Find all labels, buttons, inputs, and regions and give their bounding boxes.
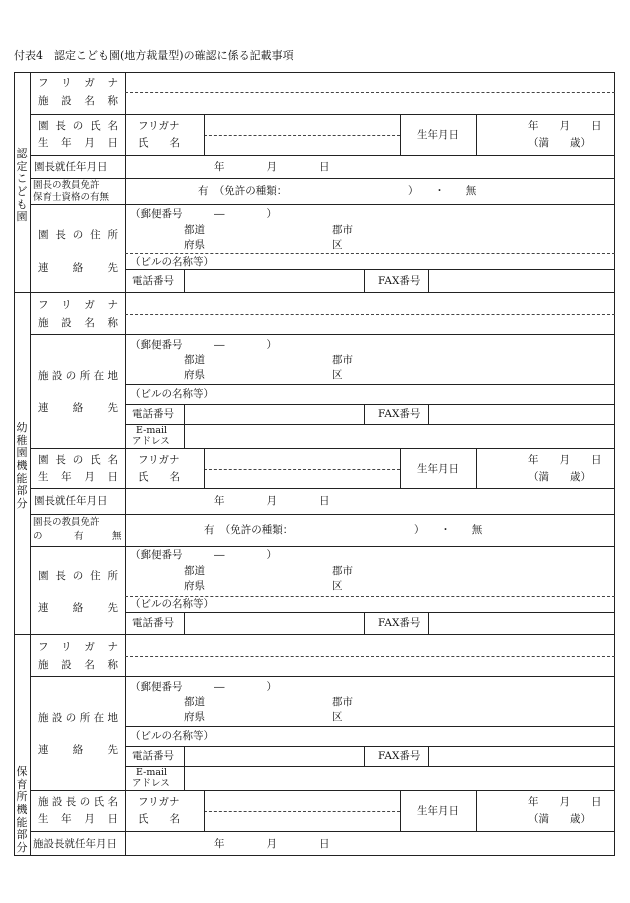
cell-divider [428, 269, 429, 292]
row-line [125, 612, 615, 613]
todofuken-2: 府県 [184, 711, 205, 723]
label-fax: FAX番号 [378, 275, 421, 287]
birth-date-value: 年 月 日 [528, 796, 602, 808]
dashed-line [125, 596, 615, 597]
building-name: （ビルの名称等） [130, 730, 214, 742]
label-shimei: 氏 名 [138, 137, 180, 149]
cell-divider [428, 612, 429, 634]
label-menkyo-1: 園長の教員免許 [33, 180, 100, 191]
label-menkyo-alt-2a: の [33, 531, 43, 542]
shunin-date-value: 年 月 日 [214, 161, 330, 173]
label-tel: 電話番号 [132, 408, 174, 420]
todofuken-1: 都道 [184, 224, 205, 236]
cell-divider [364, 746, 365, 766]
cell-divider [364, 269, 365, 292]
row-line [30, 204, 615, 205]
dashed-line [125, 92, 615, 93]
age-value: （満 歳） [528, 137, 591, 149]
section-label-yochien: 幼稚園機能部分 [16, 421, 28, 510]
building-name: （ビルの名称等） [130, 598, 214, 610]
row-line [30, 831, 615, 832]
label-email-2: アドレス [132, 436, 170, 447]
row-line [30, 178, 615, 179]
row-line [30, 514, 615, 515]
dashed-line [125, 314, 615, 315]
cell-divider [400, 114, 401, 155]
label-furigana: フ リ ガ ナ [38, 77, 118, 89]
label-seinengappi: 生 年 月 日 [38, 137, 118, 149]
page-title: 付表4 認定こども園(地方裁量型)の確認に係る記載事項 [14, 49, 294, 62]
label-encho-shimei: 園 長 の 氏 名 [38, 120, 118, 132]
postal-code: （郵便番号 ― ） [130, 681, 277, 693]
label-birth: 生年月日 [417, 805, 459, 817]
todofuken-1: 都道 [184, 565, 205, 577]
cell-divider [400, 448, 401, 488]
shunin-date-value: 年 月 日 [214, 495, 330, 507]
label-menkyo-2: 保育士資格の有無 [33, 192, 110, 203]
label-shimei: 氏 名 [138, 471, 180, 483]
cell-divider [184, 404, 185, 448]
label-furigana-small: フリガナ [138, 796, 180, 808]
label-column-divider [125, 72, 126, 856]
row-line [30, 334, 615, 335]
row-line [125, 269, 615, 270]
label-tel: 電話番号 [132, 750, 174, 762]
label-shisetsucho-shimei: 施設長の氏名 [38, 796, 118, 808]
cell-divider [476, 114, 477, 155]
label-shisetsucho-shunin: 施設長就任年月日 [33, 838, 117, 850]
label-encho-shunin: 園長就任年月日 [34, 495, 108, 507]
label-tel: 電話番号 [132, 617, 174, 629]
gunshi-2: 区 [332, 580, 343, 592]
birth-date-value: 年 月 日 [528, 454, 602, 466]
row-line [30, 448, 615, 449]
shunin-date-value: 年 月 日 [214, 838, 330, 850]
row-line [30, 488, 615, 489]
dashed-line [125, 656, 615, 657]
cell-divider [204, 448, 205, 488]
postal-code: （郵便番号 ― ） [130, 339, 277, 351]
label-email-2: アドレス [132, 778, 170, 789]
label-shisetsu-meisho: 施 設 名 称 [38, 95, 118, 107]
label-seinengappi: 生 年 月 日 [38, 813, 118, 825]
cell-divider [184, 269, 185, 292]
label-birth: 生年月日 [417, 129, 459, 141]
label-menkyo-alt-2c: 無 [112, 531, 122, 542]
label-fax: FAX番号 [378, 408, 421, 420]
row-line [125, 746, 615, 747]
row-line [125, 384, 615, 385]
row-line [125, 766, 615, 767]
section-divider [14, 292, 615, 293]
gunshi-1: 郡市 [332, 565, 353, 577]
building-name: （ビルの名称等） [130, 388, 214, 400]
todofuken-2: 府県 [184, 369, 205, 381]
todofuken-2: 府県 [184, 239, 205, 251]
todofuken-1: 都道 [184, 696, 205, 708]
cell-divider [184, 746, 185, 790]
cell-divider [428, 404, 429, 424]
label-fax: FAX番号 [378, 617, 421, 629]
building-name: （ビルの名称等） [130, 256, 214, 268]
dashed-line [204, 469, 400, 470]
label-shisetsu-meisho: 施 設 名 称 [38, 659, 118, 671]
gunshi-1: 郡市 [332, 224, 353, 236]
gunshi-2: 区 [332, 369, 343, 381]
cell-divider [364, 612, 365, 634]
label-encho-shimei: 園 長 の 氏 名 [38, 454, 118, 466]
cell-divider [400, 790, 401, 831]
label-shozaichi: 施設の所在地 [38, 370, 118, 382]
cell-divider [428, 746, 429, 766]
cell-divider [476, 790, 477, 831]
age-value: （満 歳） [528, 813, 591, 825]
label-seinengappi: 生 年 月 日 [38, 471, 118, 483]
cell-divider [476, 448, 477, 488]
cell-divider [204, 114, 205, 155]
label-furigana-small: フリガナ [138, 454, 180, 466]
label-shozaichi: 施設の所在地 [38, 712, 118, 724]
label-furigana: フ リ ガ ナ [38, 299, 118, 311]
postal-code: （郵便番号 ― ） [130, 549, 277, 561]
label-renrakusaki: 連 絡 先 [38, 602, 118, 614]
cell-divider [184, 612, 185, 634]
row-line [125, 726, 615, 727]
row-line [125, 404, 615, 405]
gunshi-1: 郡市 [332, 354, 353, 366]
label-encho-jusho: 園 長 の 住 所 [38, 229, 118, 241]
label-tel: 電話番号 [132, 275, 174, 287]
gunshi-2: 区 [332, 239, 343, 251]
label-menkyo-alt-2b: 有 [74, 531, 84, 542]
cell-divider [204, 790, 205, 831]
label-furigana-small: フリガナ [138, 120, 180, 132]
section-column-divider [30, 72, 31, 856]
label-birth: 生年月日 [417, 463, 459, 475]
label-shimei: 氏 名 [138, 813, 180, 825]
row-line [30, 790, 615, 791]
birth-date-value: 年 月 日 [528, 120, 602, 132]
age-value: （満 歳） [528, 471, 591, 483]
label-encho-jusho: 園 長 の 住 所 [38, 570, 118, 582]
section-divider [14, 634, 615, 635]
label-fax: FAX番号 [378, 750, 421, 762]
section-label-hoikusho: 保育所機能部分 [16, 765, 28, 854]
row-line [125, 424, 615, 425]
dashed-line [204, 135, 400, 136]
label-menkyo-alt-1: 園長の教員免許 [33, 517, 100, 528]
label-furigana: フ リ ガ ナ [38, 641, 118, 653]
registration-form [14, 72, 615, 856]
menkyo-value: 有 （免許の種類： ） ・ 無 [198, 185, 477, 197]
label-renrakusaki: 連 絡 先 [38, 402, 118, 414]
label-encho-shunin: 園長就任年月日 [34, 161, 108, 173]
gunshi-1: 郡市 [332, 696, 353, 708]
gunshi-2: 区 [332, 711, 343, 723]
dashed-line [204, 811, 400, 812]
label-email-1: E-mail [136, 767, 168, 778]
label-renrakusaki: 連 絡 先 [38, 262, 118, 274]
label-shisetsu-meisho: 施 設 名 称 [38, 317, 118, 329]
menkyo-value: 有 （免許の種類： ） ・ 無 [204, 524, 483, 536]
row-line [30, 546, 615, 547]
postal-code: （郵便番号 ― ） [130, 208, 277, 220]
section-label-nintei: 認定こども園 [16, 147, 28, 224]
dashed-line [125, 253, 615, 254]
label-renrakusaki: 連 絡 先 [38, 744, 118, 756]
row-line [30, 676, 615, 677]
cell-divider [364, 404, 365, 424]
label-email-1: E-mail [136, 425, 168, 436]
todofuken-2: 府県 [184, 580, 205, 592]
todofuken-1: 都道 [184, 354, 205, 366]
row-line [30, 155, 615, 156]
row-line [30, 114, 615, 115]
